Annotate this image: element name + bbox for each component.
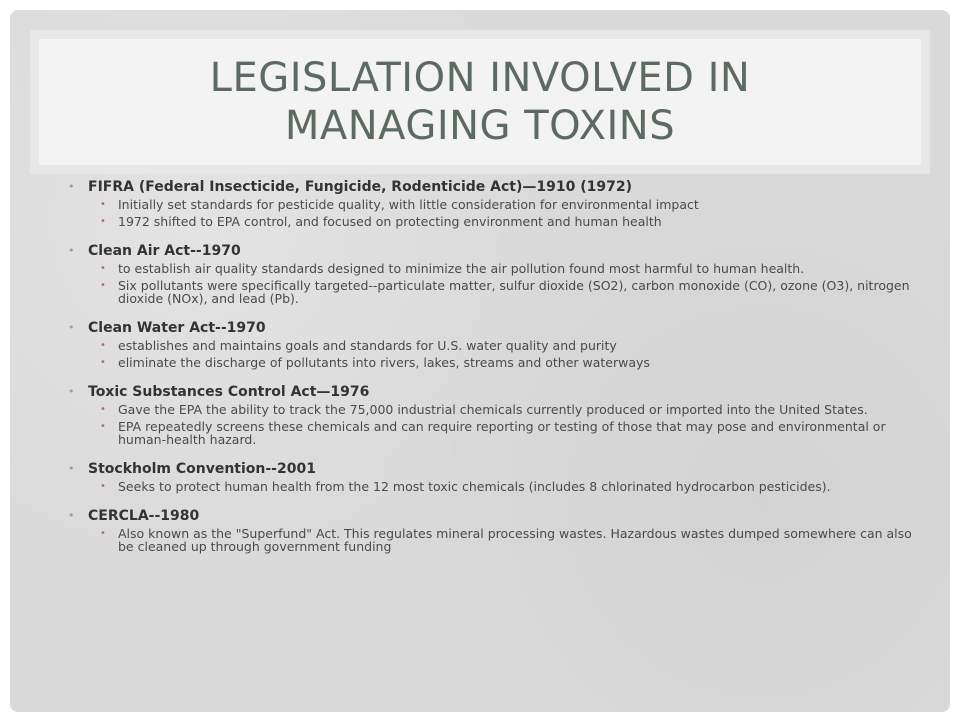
- section-cercla: [68, 507, 918, 553]
- heading-text: Clean Air Act--1970: [88, 243, 241, 259]
- sub-bullet-text: Six pollutants were specifically targeted--particulate matter, sulfur dioxide (SO2), carbon monoxide (CO), ozone (O3), nitrogen dioxide (NOx), and lead (Pb).: [118, 278, 910, 306]
- title-box: [30, 30, 930, 174]
- sub-bullet-text: establishes and maintains goals and standards for U.S. water quality and purity: [118, 338, 617, 353]
- bullet-icon: •: [100, 216, 106, 227]
- sub-bullet-text: Gave the EPA the ability to track the 75,000 industrial chemicals currently produced or imported into the United States.: [118, 402, 868, 417]
- slide: [10, 10, 950, 712]
- sub-bullet-text: eliminate the discharge of pollutants into rivers, lakes, streams and other waterways: [118, 355, 650, 370]
- slide-title: LEGISLATION INVOLVED IN MANAGING TOXINS: [209, 55, 751, 149]
- bullet-icon: •: [68, 180, 75, 193]
- section-heading: [68, 319, 918, 337]
- bullet-icon: •: [100, 481, 106, 492]
- sub-bullet: [68, 198, 918, 211]
- sub-bullet: [68, 420, 918, 446]
- heading-text: Clean Water Act--1970: [88, 320, 266, 336]
- bullet-icon: •: [100, 280, 106, 291]
- heading-text: Stockholm Convention--2001: [88, 461, 316, 477]
- section-heading: [68, 460, 918, 478]
- bullet-icon: •: [100, 199, 106, 210]
- section-heading: [68, 507, 918, 525]
- sub-bullet: [68, 403, 918, 416]
- sub-bullet-text: 1972 shifted to EPA control, and focused on protecting environment and human health: [118, 214, 662, 229]
- bullet-icon: •: [100, 404, 106, 415]
- section-heading: [68, 242, 918, 260]
- bullet-icon: •: [100, 528, 106, 539]
- bullet-list: [68, 178, 918, 567]
- section-clean-water-act: [68, 319, 918, 369]
- bullet-icon: •: [100, 421, 106, 432]
- bullet-icon: •: [68, 321, 75, 334]
- sub-bullet-text: Also known as the "Superfund" Act. This regulates mineral processing wastes. Hazardous wastes dumped somewhere can also be cleaned up through government funding: [118, 526, 912, 554]
- sub-bullet-text: Initially set standards for pesticide quality, with little consideration for environmental impact: [118, 197, 699, 212]
- section-clean-air-act: [68, 242, 918, 305]
- section-fifra: [68, 178, 918, 228]
- sub-bullet: [68, 356, 918, 369]
- sub-bullet-text: to establish air quality standards designed to minimize the air pollution found most harmful to human health.: [118, 261, 805, 276]
- sub-bullet: [68, 480, 918, 493]
- bullet-icon: •: [100, 263, 106, 274]
- section-tsca: [68, 383, 918, 446]
- sub-bullet: [68, 215, 918, 228]
- sub-bullet-text: Seeks to protect human health from the 12 most toxic chemicals (includes 8 chlorinated hydrocarbon pesticides).: [118, 479, 831, 494]
- sub-bullet: [68, 339, 918, 352]
- bullet-icon: •: [68, 385, 75, 398]
- section-heading: [68, 178, 918, 196]
- bullet-icon: •: [68, 244, 75, 257]
- bullet-icon: •: [68, 509, 75, 522]
- bullet-icon: •: [100, 357, 106, 368]
- heading-text: CERCLA--1980: [88, 508, 200, 524]
- bullet-icon: •: [68, 462, 75, 475]
- heading-text: FIFRA (Federal Insecticide, Fungicide, Rodenticide Act)—1910 (1972): [88, 179, 632, 195]
- section-stockholm-convention: [68, 460, 918, 493]
- sub-bullet-text: EPA repeatedly screens these chemicals and can require reporting or testing of those that may pose and environmental or human-health hazard.: [118, 419, 886, 447]
- bullet-icon: •: [100, 340, 106, 351]
- sub-bullet: [68, 262, 918, 275]
- sub-bullet: [68, 279, 918, 305]
- section-heading: [68, 383, 918, 401]
- heading-text: Toxic Substances Control Act—1976: [88, 384, 370, 400]
- sub-bullet: [68, 527, 918, 553]
